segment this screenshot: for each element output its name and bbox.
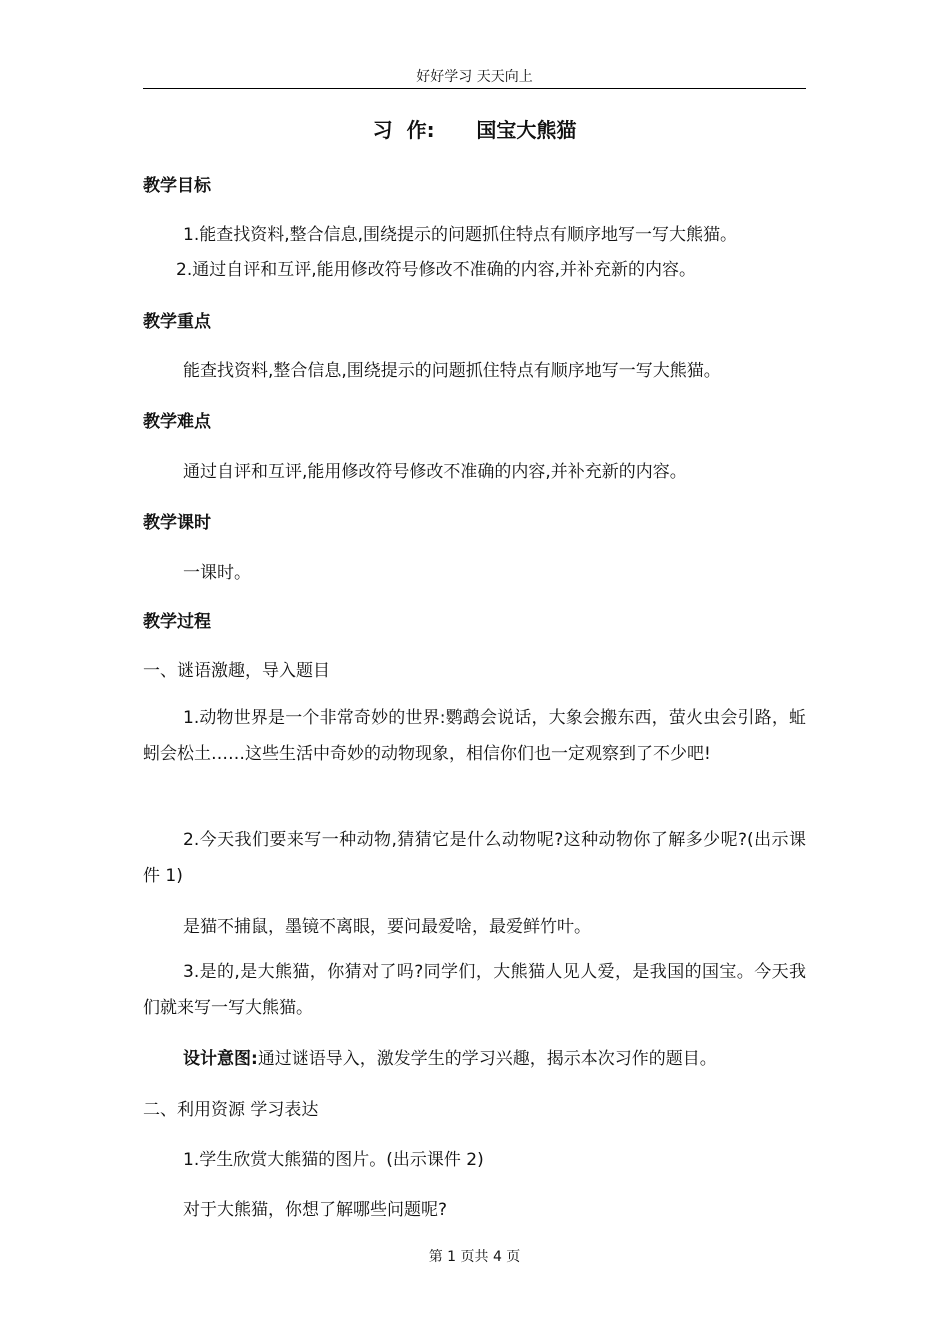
difficulty-text: 通过自评和互评,能用修改符号修改不准确的内容,并补充新的内容。 bbox=[183, 462, 687, 482]
focus-text: 能查找资料,整合信息,围绕提示的问题抓住特点有顺序地写一写大熊猫。 bbox=[183, 361, 721, 381]
paragraph-5: 对于大熊猫，你想了解哪些问题呢? bbox=[183, 1200, 448, 1220]
page-footer: 第 1 页共 4 页 bbox=[428, 1249, 521, 1265]
process-heading: 教学过程 bbox=[143, 612, 211, 632]
goal-item-1: 1.能查找资料,整合信息,围绕提示的问题抓住特点有顺序地写一写大熊猫。 bbox=[183, 225, 738, 245]
difficulty-heading: 教学难点 bbox=[143, 412, 211, 432]
design-intent-text: 通过谜语导入，激发学生的学习兴趣，揭示本次习作的题目。 bbox=[257, 1049, 717, 1069]
header-divider bbox=[143, 88, 806, 89]
focus-heading: 教学重点 bbox=[143, 312, 211, 332]
paragraph-1: 1.动物世界是一个非常奇妙的世界:鹦鹉会说话，大象会搬东西，萤火虫会引路，蚯蚓会松土……这些生活中奇妙的动物现象，相信你们也一定观察到了不少吧! bbox=[143, 708, 806, 764]
paragraph-2: 2.今天我们要来写一种动物,猜猜它是什么动物呢?这种动物你了解多少呢?(出示课件 1) bbox=[143, 830, 806, 886]
page-header: 好好学习 天天向上 bbox=[416, 69, 533, 85]
goals-heading: 教学目标 bbox=[143, 176, 211, 196]
hours-text: 一课时。 bbox=[183, 563, 251, 583]
part2-heading: 二、利用资源 学习表达 bbox=[143, 1100, 319, 1120]
goal-item-2: 2.通过自评和互评,能用修改符号修改不准确的内容,并补充新的内容。 bbox=[176, 260, 697, 280]
hours-heading: 教学课时 bbox=[143, 513, 211, 533]
paragraph-3: 3.是的,是大熊猫，你猜对了吗?同学们，大熊猫人见人爱，是我国的国宝。今天我们就来写一写大熊猫。 bbox=[143, 962, 806, 1018]
part1-heading: 一、谜语激趣，导入题目 bbox=[143, 661, 330, 681]
design-intent bbox=[183, 1047, 806, 1071]
document-title: 习 作: 国宝大熊猫 bbox=[372, 118, 577, 142]
paragraph-4: 1.学生欣赏大熊猫的图片。(出示课件 2) bbox=[183, 1150, 484, 1170]
design-intent-label: 设计意图: bbox=[183, 1049, 258, 1069]
riddle-text: 是猫不捕鼠，墨镜不离眼，要问最爱啥，最爱鲜竹叶。 bbox=[183, 917, 591, 937]
